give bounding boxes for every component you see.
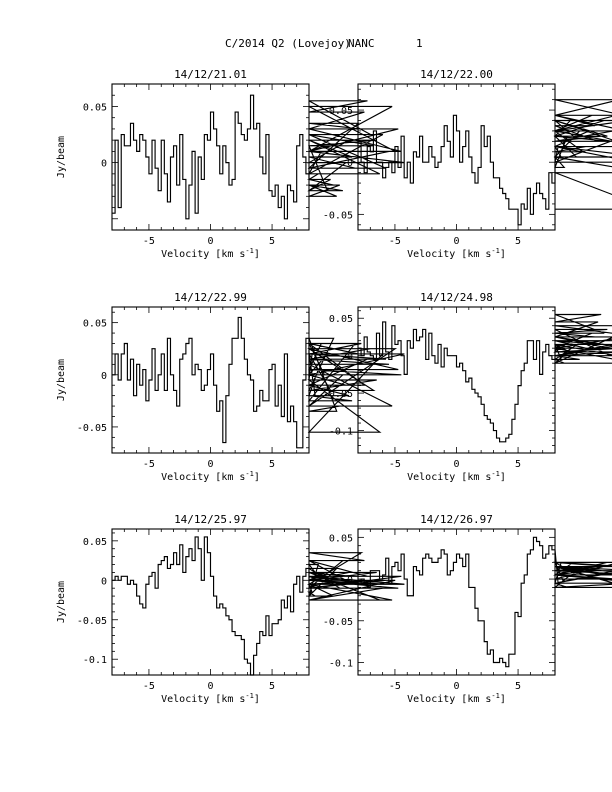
x-tick-label: 5 [515,459,522,470]
y-tick-label: 0 [100,370,107,382]
x-axis-label-close: ] [253,694,260,705]
y-axis-label: Jy/beam [56,580,67,624]
y-tick-label: -0.05 [76,422,107,434]
panel-title: 14/12/22.00 [420,68,493,81]
x-axis-label [407,692,506,705]
y-tick-label: -0.1 [328,658,353,670]
panel-title: 14/12/26.97 [420,513,493,526]
plot-frame [358,529,555,675]
panel-6 [323,513,612,705]
x-axis-label [161,247,260,260]
y-tick-label: -0.1 [328,426,353,438]
x-tick-label: -5 [142,681,155,692]
x-axis-label-close: ] [499,694,506,705]
header-station: NANC [348,37,375,50]
x-axis-label-exponent: -1 [491,247,500,255]
x-axis-label-exponent: -1 [245,692,254,700]
panel-title: 14/12/24.98 [420,291,493,304]
panel-title: 14/12/21.01 [174,68,247,81]
x-axis-label [161,470,260,483]
spectra-panels [56,68,612,705]
header-title: C/2014 Q2 (Lovejoy) [225,37,351,50]
y-tick-label: -0.05 [322,616,353,628]
x-tick-label: 0 [207,459,214,470]
x-tick-label: 5 [269,681,276,692]
y-tick-label: 0 [346,351,353,363]
plot-frame [112,529,309,675]
x-axis-label-close: ] [253,249,260,260]
y-tick-label: 0 [100,576,107,588]
y-tick-label: -0.05 [322,389,353,401]
x-axis-label [407,247,506,260]
x-axis-label-text: Velocity [km s [407,249,492,260]
x-tick-label: -5 [142,236,155,247]
x-axis-label-text: Velocity [km s [407,694,492,705]
x-tick-label: -5 [142,459,155,470]
y-tick-label: 0 [100,158,107,170]
y-tick-label: 0.05 [328,106,353,118]
panel-title: 14/12/25.97 [174,513,247,526]
x-tick-label: 0 [453,681,460,692]
x-axis-label-exponent: -1 [245,470,254,478]
x-tick-label: 0 [207,681,214,692]
x-axis-label-text: Velocity [km s [161,249,246,260]
spectrum-series [358,537,612,666]
y-tick-label: 0 [346,575,353,587]
x-axis-label-text: Velocity [km s [161,472,246,483]
y-tick-label: 0.05 [82,536,107,548]
x-tick-label: 0 [453,459,460,470]
panel-2 [323,68,612,260]
y-tick-label: 0.05 [328,314,353,326]
x-tick-label: 5 [269,236,276,247]
y-tick-label: 0.05 [82,102,107,114]
x-axis-label [407,470,506,483]
plot-frame [112,307,309,453]
x-axis-label-exponent: -1 [245,247,254,255]
y-tick-label: -0.05 [322,210,353,222]
y-tick-label: 0 [346,158,353,170]
x-axis-label [161,692,260,705]
x-axis-label-text: Velocity [km s [407,472,492,483]
x-axis-label-close: ] [499,249,506,260]
y-tick-label: 0.05 [82,318,107,330]
x-tick-label: 5 [269,459,276,470]
x-tick-label: 5 [515,236,522,247]
spectrum-series [112,317,404,447]
x-axis-label-exponent: -1 [491,470,500,478]
x-axis-label-close: ] [499,472,506,483]
x-axis-label-text: Velocity [km s [161,694,246,705]
x-tick-label: -5 [388,681,401,692]
x-tick-label: 0 [207,236,214,247]
y-tick-label: -0.1 [82,655,107,667]
spectrum-series [358,314,612,441]
y-tick-label: 0.05 [328,533,353,545]
panel-title: 14/12/22.99 [174,291,247,304]
panel-4 [323,291,612,483]
plot-frame [358,307,555,453]
header-page-number: 1 [416,37,423,50]
page-header [225,37,423,50]
x-axis-label-exponent: -1 [491,692,500,700]
x-axis-label-close: ] [253,472,260,483]
y-axis-label: Jy/beam [56,358,67,402]
x-tick-label: 5 [515,681,522,692]
y-tick-label: -0.05 [76,615,107,627]
y-axis-label: Jy/beam [56,135,67,179]
x-tick-label: -5 [388,459,401,470]
x-tick-label: -5 [388,236,401,247]
x-tick-label: 0 [453,236,460,247]
